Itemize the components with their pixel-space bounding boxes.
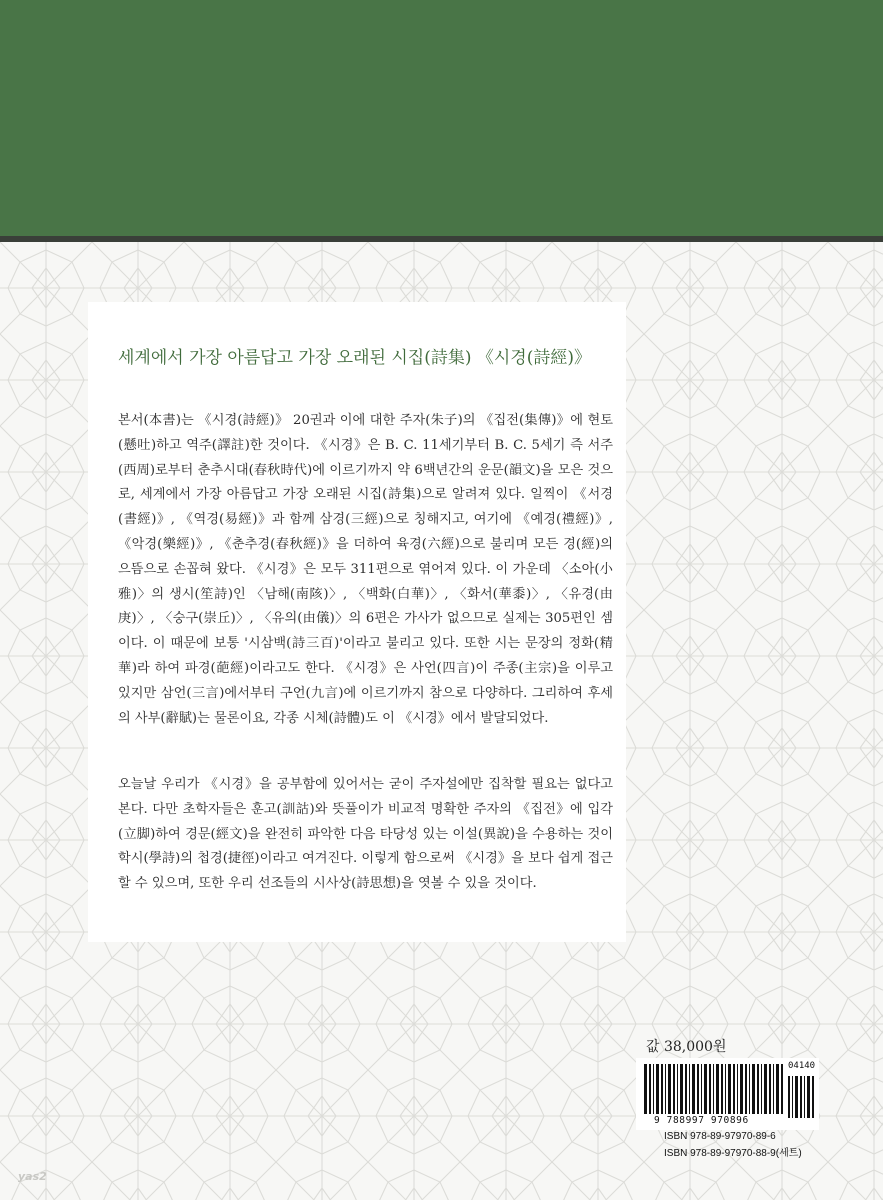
description-paragraph-2: 오늘날 우리가 《시경》을 공부함에 있어서는 굳이 주자설에만 집착할 필요는 없다고 본다. 다만 초학자들은 훈고(訓詁)와 뜻풀이가 비교적 명확한 주자의 《집전》에 입각(立脚)하여 경문(經文)을 완전히 파악한 다음 타당성 있는 이설(異說)을 수용하는 것이 학시(學詩)의 첩경(捷徑)이라고 여겨진다. 이렇게 함으로써 《시경》을 보다 쉽게 접근할 수 있으며, 또한 우리 선조들의 시사상(詩思想)을 엿볼 수 있을 것이다. — [118, 777, 613, 892]
isbn-line-2: ISBN 978-89-97970-88-9(세트) — [664, 1148, 802, 1159]
price-label: 값 38,000원 — [646, 1039, 727, 1055]
barcode-digits: 9 788997 970896 — [654, 1115, 749, 1126]
description-paragraph-1: 본서(本書)는 《시경(詩經)》 20권과 이에 대한 주자(朱子)의 《집전(集傳)》에 현토(懸吐)하고 역주(譯註)한 것이다. 《시경》은 B. C. 11세기부터 B. C. 5세기 즉 서주(西周)로부터 춘추시대(春秋時代)에 이르기까지 약 6백년간의 운문(韻文)을 모은 것으로, 세계에서 가장 아름답고 가장 오래된 시집(詩集)으로 알려져 있다. 일찍이 《서경(書經)》, 《역경(易經)》과 함께 삼경(三經)으로 칭해지고, 여기에 《예경(禮經)》, 《악경(樂經)》, 《춘추경(春秋經)》을 더하여 육경(六經)으로 불리며 모든 경(經)의 으뜸으로 손꼽혀 왔다. 《시경》은 모두 311편으로 엮어져 있다. 이 가운데 〈소아(小雅)〉의 생시(笙詩)인 〈남해(南陔)〉, 〈백화(白華)〉, 〈화서(華黍)〉, 〈유경(由庚)〉, 〈숭구(崇丘)〉, 〈유의(由儀)〉의 6편은 가사가 없으므로 실제는 305편인 셈이다. 이 때문에 보통 '시삼백(詩三百)'이라고 불리고 있다. 또한 시는 문장의 정화(精華)라 하여 파경(葩經)이라고도 한다. 《시경》은 사언(四言)이 주종(主宗)을 이루고 있지만 삼언(三言)에서부터 구언(九言)에 이르기까지 참으로 다양하다. 그리하여 후세의 사부(辭賦)는 물론이요, 각종 시체(詩體)도 이 《시경》에서 발달되었다. — [118, 413, 613, 726]
isbn-line-1: ISBN 978-89-97970-89-6 — [664, 1131, 776, 1142]
barcode-addon-icon — [788, 1076, 816, 1118]
band-bottom-stripe — [0, 236, 883, 242]
barcode-icon — [644, 1064, 784, 1118]
publisher-logo: yas2 — [18, 1170, 47, 1183]
barcode-addon-digits: 04140 — [788, 1061, 816, 1071]
green-header-band — [0, 0, 883, 242]
book-headline: 세계에서 가장 아름답고 가장 오래된 시집(詩集) 《시경(詩經)》 — [118, 348, 591, 368]
